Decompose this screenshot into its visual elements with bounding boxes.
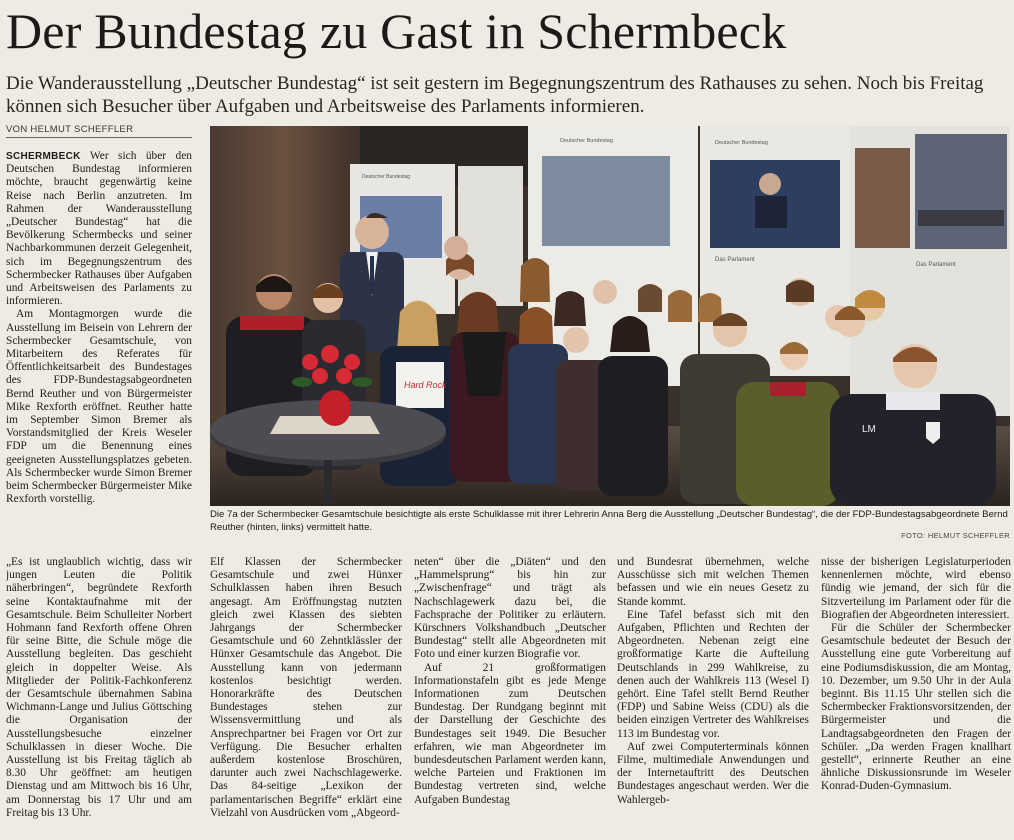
paragraph-text: Wer sich über den Deutschen Bundestag informieren möchte, braucht gegenwärtig keine Reise nach Berlin anzutreten. Im Rahmen der Wanderausstellung „Deutscher Bundestag“ hat die Bevölkerung Schermbecks und seiner Nachbarkommunen derzeit Gelegenheit, sich im Begegnungszentrum des Schermbecker Rathauses über Aufgaben und Arbeitsweisen des Parlaments zu informieren. — [6, 150, 192, 308]
panel-title: Deutscher Bundestag — [715, 140, 768, 146]
exhibition-photo — [210, 126, 1010, 506]
paragraph: „Es ist unglaublich wichtig, dass wir jungen Leuten die Politik näherbringen“, begründete Rexforth seine Kontaktaufnahme mit der Gesamtschule. Beim Schulleiter Norbert Hohmann fand Rexforth offene Ohren für seine Bitte, die Schule möge die Ausstellung begleiten. Das geschieht gleich in doppelter Weise. Als Mitglieder der Politik-Fachkonferenz der Gesamtschule übernahmen Sabina Wichmann-Lange und Julius Göttsching die Organisation der Ausstellungsbesuche einzelner Schulklassen in dieser Woche. Die Ausstellung ist bis Freitag täglich ab 8.30 Uhr geöffnet: am heutigen Dienstag und am Mittwoch bis 16 Uhr, am Donnerstag bis 17 Uhr und am Freitag bis 13 Uhr. — [6, 556, 192, 819]
paragraph: Für die Schüler der Schermbecker Gesamtschule bedeutet der Besuch der Ausstellung eine gute Vorbereitung auf eine Podiumsdiskussion, die am Montag, 10. Dezember, um 9.50 Uhr in der Aula beginnt. Bis 11.15 Uhr stellen sich die Schermbecker Fraktionsvorsitzenden, der Bürgermeister und die Landtagsabgeordneten den Fragen der Schüler. „Da werden Fragen knallhart gestellt“, erinnerte Reuther an eine ähnliche Diskussionsrunde im Weseler Konrad-Duden-Gymnasium. — [821, 622, 1011, 793]
paragraph: Am Montagmorgen wurde die Ausstellung im Beisein von Lehrern der Schermbecker Gesamtschule, von Mitarbeitern des Referates für Öffentlichkeitsarbeit des Bundestages des FDP-Bundestagsabgeordneten Bernd Reuther und von Bürgermeister Mike Rexforth eröffnet. Reuther hatte im September Simon Bremer als Vorstandsmitglied der Kreis Weseler FDP um die Benennung eines geeigneten Ausstellungsplatzes gebeten. Als Schermbecker wurde Simon Bremer beim Schermbecker Bürgermeister Mike Rexforth vorstellig. — [6, 308, 192, 506]
paragraph: Auf 21 großformatigen Informationstafeln gibt es jede Menge Informationen zum Deutschen Bundestag. Der Rundgang beginnt mit der Darstellung der Geschichte des Bundestages seit 1949. Die Besucher erfahren, wie man Abgeordneter im bundesdeutschen Parlament werden kann, welche Parteien und Fraktionen im Bundestag vertreten sind, welche Aufgaben Bundestag — [414, 661, 606, 806]
paragraph: neten“ über die „Diäten“ und den „Hammelsprung“ bis hin zur „Zwischenfrage“ und trägt als Nachschlagewerk dazu bei, die Fachsprache der Politiker zu erläutern. Kürschners Volkshandbuch „Deutscher Bundestag“ stellt alle Abgeordneten mit Foto und einer kurzen Biografie vor. — [414, 556, 606, 661]
column-5 — [821, 556, 1011, 840]
photo-illustration — [210, 126, 1010, 506]
paragraph: Auf zwei Computerterminals können Filme, multimediale Anwendungen und der Internetauftritt des Deutschen Bundestages angeschaut werden. Wer die Wahlergeb- — [617, 740, 809, 806]
headline: Der Bundestag zu Gast in Schermbeck — [6, 3, 787, 59]
column-1-bottom — [6, 556, 192, 840]
subheadline: Die Wanderausstellung „Deutscher Bundestag“ ist seit gestern im Begegnungszentrum des Rathauses zu sehen. Noch bis Freitag können sich Besucher über Aufgaben und Arbeitsweise des Parlaments informieren. — [6, 73, 984, 117]
panel-subtitle: Das Parlament — [916, 262, 956, 268]
paragraph: Eine Tafel befasst sich mit den Aufgaben, Pflichten und Rechten der Abgeordneten. Nebenan zeigt eine großformatige Karte die Aufteilung Deutschlands in 299 Wahlkreise, zu denen auch der Wahlkreis 113 (Wesel I) gehört. Eine Tafel stellt Bernd Reuther (FDP) und Sabine Weiss (CDU) als die beiden einzigen Vertreter des Wahlkreises 113 im Bundestag vor. — [617, 608, 809, 740]
photo-caption: Die 7a der Schermbecker Gesamtschule besichtigte als erste Schulklasse mit ihrer Lehrerin Anna Berg die Ausstellung „Deutscher Bundestag“, die der FDP-Bundestagsabgeordnete Bernd Reuther (hinten, links) vermittelt hatte. — [210, 509, 1008, 533]
column-2 — [210, 556, 402, 840]
shirt-logo-text: Hard Rock — [404, 380, 447, 390]
column-1-top — [6, 150, 192, 555]
panel-title: Deutscher Bundestag — [560, 138, 613, 144]
panel-subtitle: Das Parlament — [715, 257, 755, 263]
column-4 — [617, 556, 809, 840]
paragraph: nisse der bisherigen Legislaturperioden kennenlernen möchte, wird ebenso fündig wie jemand, der sich für die Sitzverteilung im Parlament oder für die Biografien der Abgeordneten interessiert. — [821, 556, 1011, 621]
column-3 — [414, 556, 606, 840]
paragraph: und Bundesrat übernehmen, welche Ausschüsse sich mit welchen Themen befassen und wie ein neues Gesetz zu Stande kommt. — [617, 556, 809, 608]
paragraph: Elf Klassen der Schermbecker Gesamtschule und zwei Hünxer Schulklassen haben ihren Besuch angesagt. Am Eröffnungstag nutzten gleich zwei Klassen des siebten Jahrgangs der Schermbecker Gesamtschule und 60 Zehntklässler der Hünxer Gesamtschule das Angebot. Die Ausstellung kann von jedermann kostenlos besichtigt werden. Honorarkräfte des Deutschen Bundestages stehen zur Wissensvermittlung und als Ansprechpartner bei Fragen vor Ort zur Verfügung. Die Besucher erhalten außerdem kostenlose Broschüren, darunter auch zwei Nachschlagewerke. Das 84-seitige „Lexikon der parlamentarischen Begriffe“ erklärt eine Vielzahl von Ausdrücken vom „Abgeord- — [210, 556, 402, 819]
paragraph — [6, 150, 192, 308]
panel-title: Deutscher Bundestag — [362, 174, 411, 180]
jacket-text: LM — [862, 424, 876, 435]
photo-credit: FOTO: HELMUT SCHEFFLER — [901, 531, 1010, 540]
byline: VON HELMUT SCHEFFLER — [6, 124, 192, 138]
dateline: SCHERMBECK — [6, 151, 81, 162]
